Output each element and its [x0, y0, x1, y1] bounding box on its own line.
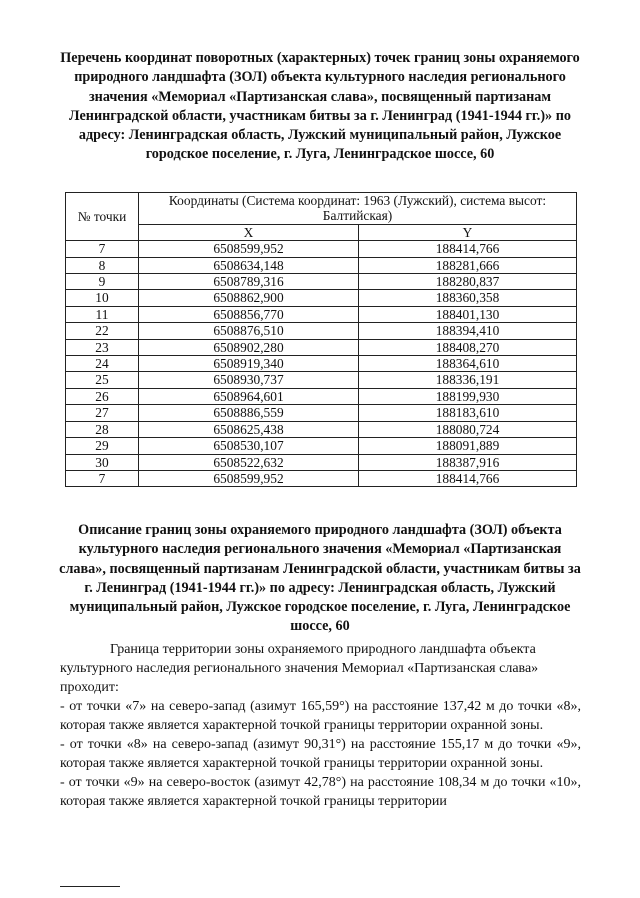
y-coordinate-cell: 188401,130 [359, 306, 577, 322]
point-number-cell: 7 [66, 241, 139, 257]
point-number-header: № точки [66, 193, 139, 241]
y-coordinate-cell: 188387,916 [359, 454, 577, 470]
x-coordinate-cell: 6508625,438 [139, 421, 359, 437]
x-coordinate-cell: 6508862,900 [139, 290, 359, 306]
boundary-segment: - от точки «8» на северо-запад (азимут 90,31°) на расстояние 155,17 м до точки «9», которая также является характерной точкой границы территории охранной зоны. [60, 737, 581, 771]
y-coordinate-cell: 188183,610 [359, 405, 577, 421]
x-coordinate-cell: 6508634,148 [139, 257, 359, 273]
boundary-segment: - от точки «9» на северо-восток (азимут 42,78°) на расстояние 108,34 м до точки «10», которая также является характерной точкой границы территории [60, 775, 581, 809]
point-number-cell: 7 [66, 470, 139, 486]
table-row [66, 274, 577, 290]
table-row [66, 306, 577, 322]
x-coordinate-cell: 6508522,632 [139, 454, 359, 470]
x-coordinate-cell: 6508886,559 [139, 405, 359, 421]
y-column-header: Y [359, 224, 577, 240]
point-number-cell: 27 [66, 405, 139, 421]
table-row [66, 470, 577, 486]
y-coordinate-cell: 188364,610 [359, 356, 577, 372]
boundary-segments [60, 697, 581, 811]
table-row [66, 241, 577, 257]
y-coordinate-cell: 188080,724 [359, 421, 577, 437]
table-row [66, 339, 577, 355]
y-coordinate-cell: 188360,358 [359, 290, 577, 306]
table-row [66, 388, 577, 404]
coordinates-table-body [66, 241, 577, 487]
point-number-cell: 29 [66, 438, 139, 454]
coordinates-table [65, 192, 577, 487]
y-coordinate-cell: 188408,270 [359, 339, 577, 355]
x-coordinate-cell: 6508902,280 [139, 339, 359, 355]
y-coordinate-cell: 188281,666 [359, 257, 577, 273]
intro-paragraph: Граница территории зоны охраняемого природного ландшафта объекта культурного наследия регионального значения Мемориал «Партизанская слава» проходит: [60, 642, 539, 695]
x-coordinate-cell: 6508919,340 [139, 356, 359, 372]
y-coordinate-cell: 188336,191 [359, 372, 577, 388]
table-row [66, 356, 577, 372]
y-coordinate-cell: 188280,837 [359, 274, 577, 290]
point-number-cell: 30 [66, 454, 139, 470]
x-column-header: X [139, 224, 359, 240]
table-row [66, 405, 577, 421]
point-number-cell: 26 [66, 388, 139, 404]
x-coordinate-cell: 6508856,770 [139, 306, 359, 322]
x-coordinate-cell: 6508964,601 [139, 388, 359, 404]
footnote-separator [60, 886, 120, 887]
x-coordinate-cell: 6508876,510 [139, 323, 359, 339]
x-coordinate-cell: 6508599,952 [139, 241, 359, 257]
y-coordinate-cell: 188414,766 [359, 241, 577, 257]
table-row [66, 454, 577, 470]
point-number-cell: 25 [66, 372, 139, 388]
point-number-cell: 9 [66, 274, 139, 290]
boundary-description-title: Описание границ зоны охраняемого природного ландшафта (ЗОЛ) объекта культурного наследия регионального значения «Мемориал «Партизанская слава», посвященный партизанам Ленинградской области, участникам битвы за г. Ленинград (1941-1944 гг.)» по адресу: Ленинградская область, Лужский муниципальный район, Лужское городское поселение, г. Луга, Ленинградское шоссе, 60 [59, 522, 581, 635]
x-coordinate-cell: 6508530,107 [139, 438, 359, 454]
x-coordinate-cell: 6508599,952 [139, 470, 359, 486]
boundary-segment: - от точки «7» на северо-запад (азимут 165,59°) на расстояние 137,42 м до точки «8», которая также является характерной точкой границы территории охранной зоны. [60, 699, 581, 733]
x-coordinate-cell: 6508789,316 [139, 274, 359, 290]
coordinates-list-title: Перечень координат поворотных (характерных) точек границ зоны охраняемого природного ландшафта (ЗОЛ) объекта культурного наследия регионального значения «Мемориал «Партизанская слава», посвященный партизанам Ленинградской области, участникам битвы за г. Ленинград (1941-1944 гг.)» по адресу: Ленинградская область, Лужский муниципальный район, Лужское городское поселение, г. Луга, Ленинградское шоссе, 60 [60, 50, 580, 163]
point-number-cell: 10 [66, 290, 139, 306]
y-coordinate-cell: 188091,889 [359, 438, 577, 454]
table-row [66, 290, 577, 306]
y-coordinate-cell: 188394,410 [359, 323, 577, 339]
y-coordinate-cell: 188414,766 [359, 470, 577, 486]
point-number-cell: 22 [66, 323, 139, 339]
table-row [66, 421, 577, 437]
coordinates-header: Координаты (Система координат: 1963 (Лужский), система высот: Балтийская) [139, 193, 577, 225]
table-row [66, 372, 577, 388]
point-number-cell: 28 [66, 421, 139, 437]
point-number-cell: 24 [66, 356, 139, 372]
table-row [66, 257, 577, 273]
point-number-cell: 8 [66, 257, 139, 273]
point-number-cell: 11 [66, 306, 139, 322]
table-row [66, 323, 577, 339]
x-coordinate-cell: 6508930,737 [139, 372, 359, 388]
table-row [66, 438, 577, 454]
point-number-cell: 23 [66, 339, 139, 355]
y-coordinate-cell: 188199,930 [359, 388, 577, 404]
